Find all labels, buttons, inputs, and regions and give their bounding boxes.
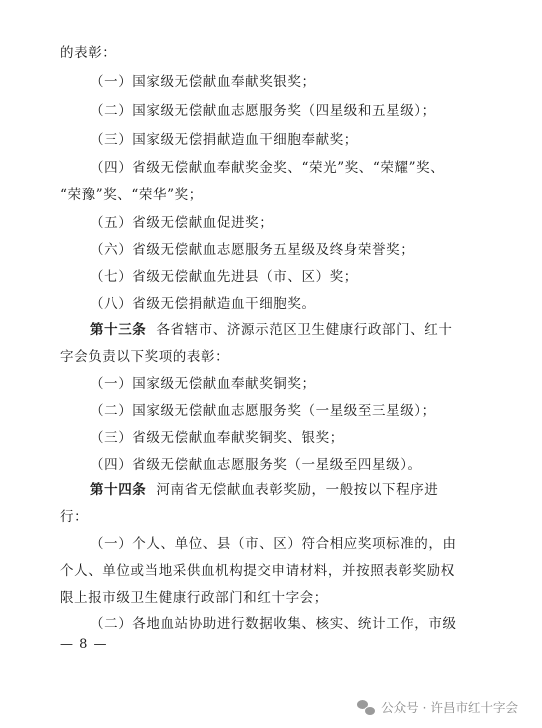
text-line: （三）国家级无偿捐献造血干细胞奉献奖；: [90, 132, 358, 148]
text-line: “荣豫”奖、“荣华”奖；: [60, 187, 203, 203]
text-line: （八）省级无偿捐献造血干细胞奖。: [90, 296, 316, 312]
text-line: （三）省级无偿献血奉献奖铜奖、银奖；: [90, 430, 344, 446]
text-line: 个人、单位或当地采供血机构提交申请材料，并按照表彰奖励权: [60, 563, 455, 579]
text-line: （四）省级无偿献血志愿服务奖（一星级至四星级）。: [90, 457, 422, 473]
watermark: [357, 698, 518, 716]
article-14-heading: 第十四条: [90, 482, 147, 498]
wechat-icon: [357, 700, 375, 715]
text-line: 行：: [60, 509, 89, 525]
text-line: （二）国家级无偿献血志愿服务奖（四星级和五星级）；: [90, 103, 436, 119]
text-line: （四）省级无偿献血奉献奖金奖、“荣光”奖、“荣耀”奖、: [90, 160, 445, 176]
text-line: 限上报市级卫生健康行政部门和红十字会；: [60, 590, 328, 606]
text-line: （一）个人、单位、县（市、区）符合相应奖项标准的，由: [90, 536, 457, 552]
watermark-text: 公众号 · 许昌市红十字会: [381, 700, 518, 715]
text-line: （五）省级无偿献血促进奖；: [90, 215, 274, 231]
text-line: 河南省无偿献血表彰奖励，一般按以下程序进: [156, 482, 439, 498]
text-line: 的表彰：: [60, 45, 117, 61]
text-line: （二）各地血站协助进行数据收集、核实、统计工作，市级: [90, 616, 457, 632]
text-line: （二）国家级无偿献血志愿服务奖（一星级至三星级）；: [90, 403, 436, 419]
article-13-heading: 第十三条: [90, 322, 147, 338]
text-line: 字会负责以下奖项的表彰：: [60, 349, 230, 365]
page-number: — 8 —: [60, 637, 108, 652]
article-14-line: [90, 481, 500, 499]
text-line: （一）国家级无偿献血奉献奖铜奖；: [90, 376, 316, 392]
article-13-line: [90, 321, 500, 339]
text-line: 各省辖市、济源示范区卫生健康行政部门、红十: [156, 322, 453, 338]
text-line: （七）省级无偿献血先进县（市、区）奖；: [90, 269, 358, 285]
text-line: （一）国家级无偿献血奉献奖银奖；: [90, 74, 316, 90]
text-line: （六）省级无偿献血志愿服务五星级及终身荣誉奖；: [90, 242, 415, 258]
